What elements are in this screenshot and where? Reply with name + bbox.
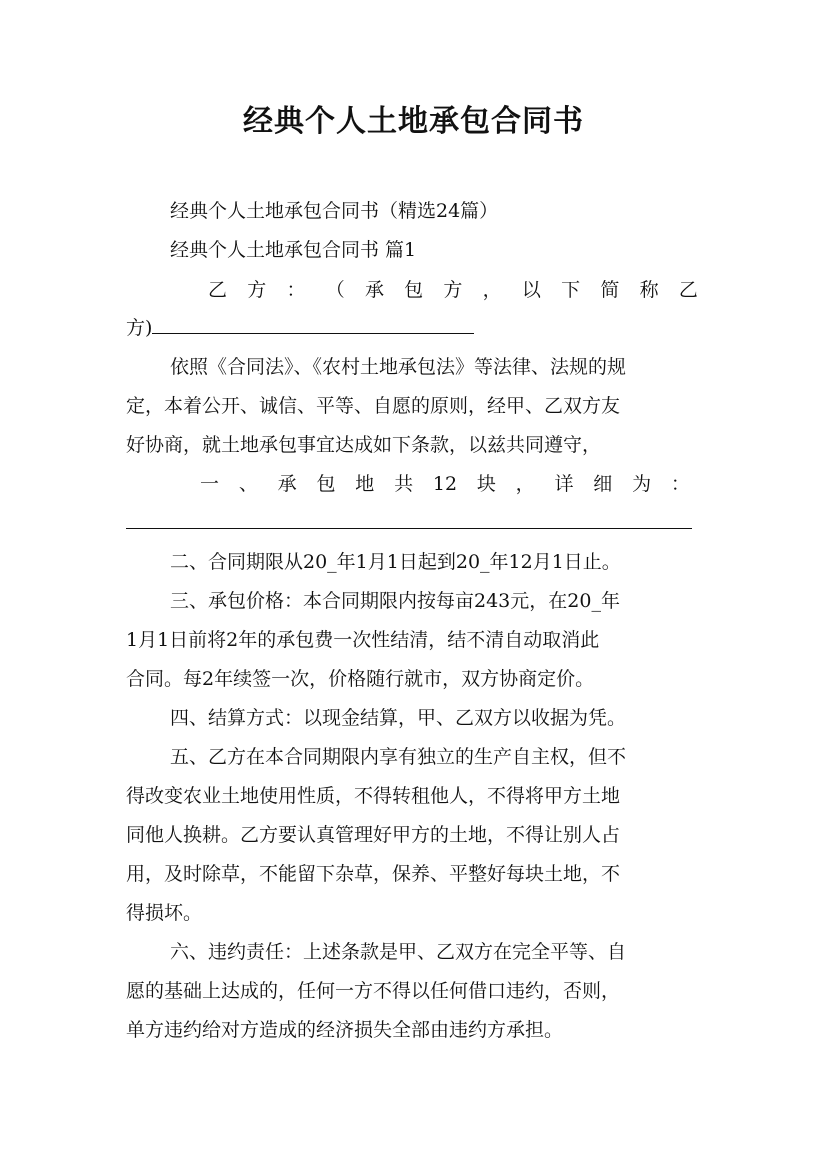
party-b-char: 方 bbox=[443, 279, 463, 301]
party-b-char: 下 bbox=[561, 279, 581, 301]
clause-1-char: ： bbox=[670, 473, 690, 495]
clause-1-char: 一 bbox=[200, 473, 220, 495]
party-b-char: 以 bbox=[521, 279, 541, 301]
paragraph-line: 依照《合同法》、《农村土地承包法》等法律、法规的规 bbox=[170, 356, 627, 378]
party-b-char: 包 bbox=[404, 279, 424, 301]
party-b-char: 乙 bbox=[208, 279, 228, 301]
party-b-continuation bbox=[126, 310, 706, 346]
clause-1-char: 地 bbox=[355, 473, 375, 495]
clause-1-char: 承 bbox=[277, 473, 297, 495]
clause-1-char: 细 bbox=[593, 473, 613, 495]
party-b-line bbox=[208, 272, 698, 308]
party-b-label-end: 方) bbox=[126, 317, 153, 339]
clause-1-blank-line bbox=[126, 505, 706, 541]
party-b-char: 承 bbox=[364, 279, 384, 301]
clause-5: 五、乙方在本合同期限内享有独立的生产自主权，但不 bbox=[170, 746, 627, 768]
clause-6-line: 愿的基础上达成的，任何一方不得以任何借口违约，否则， bbox=[126, 980, 621, 1002]
clause-1-blank bbox=[126, 506, 692, 529]
party-b-char: ： bbox=[286, 279, 306, 301]
party-b-char: 简 bbox=[600, 279, 620, 301]
party-b-char: 称 bbox=[639, 279, 659, 301]
clause-1-char: ， bbox=[515, 473, 535, 495]
party-b-char: 方 bbox=[247, 279, 267, 301]
party-b-char: 乙 bbox=[678, 279, 698, 301]
clause-1-char: 块 bbox=[476, 473, 496, 495]
clause-1-char: 包 bbox=[316, 473, 336, 495]
clause-3-line: 合同。每2年续签一次，价格随行就市，双方协商定价。 bbox=[126, 668, 595, 690]
party-b-blank bbox=[152, 311, 474, 334]
clause-6-line: 单方违约给对方造成的经济损失全部由违约方承担。 bbox=[126, 1019, 564, 1041]
clause-1-line bbox=[200, 466, 690, 502]
clause-2: 二、合同期限从20_年1月1日起到20_年12月1日止。 bbox=[170, 551, 621, 573]
clause-5-line: 同他人换耕。乙方要认真管理好甲方的土地，不得让别人占 bbox=[126, 824, 621, 846]
clause-5-line: 得损坏。 bbox=[126, 902, 203, 924]
paragraph-line: 定，本着公开、诚信、平等、自愿的原则，经甲、乙双方友 bbox=[126, 395, 621, 417]
clause-6: 六、违约责任：上述条款是甲、乙双方在完全平等、自 bbox=[170, 941, 627, 963]
clause-1-char: 12 bbox=[432, 473, 458, 495]
paragraph-line: 好协商，就土地承包事宜达成如下条款，以兹共同遵守， bbox=[126, 434, 602, 456]
party-b-char: （ bbox=[325, 279, 345, 301]
clause-3-line: 1月1日前将2年的承包费一次性结清，结不清自动取消此 bbox=[126, 629, 600, 651]
clause-5-line: 用，及时除草，不能留下杂草，保养、平整好每块土地，不 bbox=[126, 863, 621, 885]
subtitle-line: 经典个人土地承包合同书（精选24篇） bbox=[170, 200, 499, 222]
clause-5-line: 得改变农业土地使用性质，不得转租他人，不得将甲方土地 bbox=[126, 785, 621, 807]
clause-1-char: 为 bbox=[632, 473, 652, 495]
clause-1-char: 、 bbox=[238, 473, 258, 495]
party-b-char: ， bbox=[482, 279, 502, 301]
clause-1-char: 详 bbox=[554, 473, 574, 495]
clause-3: 三、承包价格：本合同期限内按每亩243元，在20_年 bbox=[170, 590, 620, 612]
section-heading: 经典个人土地承包合同书 篇1 bbox=[170, 239, 417, 261]
clause-1-char: 共 bbox=[394, 473, 414, 495]
clause-4: 四、结算方式：以现金结算，甲、乙双方以收据为凭。 bbox=[170, 707, 627, 729]
document-title: 经典个人土地承包合同书 bbox=[243, 104, 584, 139]
